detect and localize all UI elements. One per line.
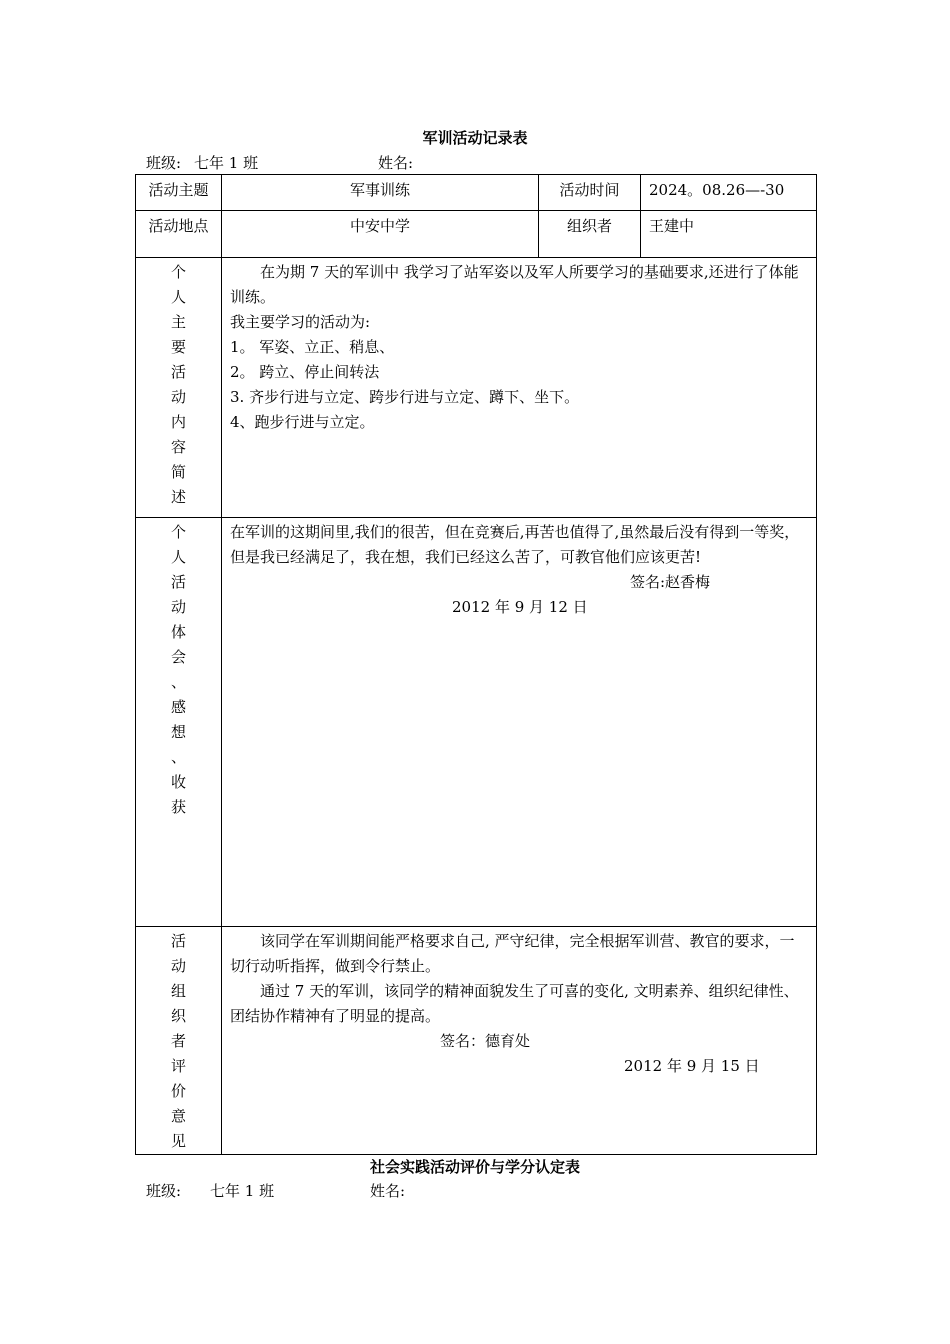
class-label-2: 班级:: [146, 1182, 182, 1200]
section3-paragraph: 通过 7 天的军训，该同学的精神面貌发生了可喜的变化, 文明素养、组织纪律性、团结协作精神有了明显的提高。: [230, 982, 799, 1025]
section3-date: 2012 年 9 月 15 日: [624, 1057, 760, 1075]
section3-paragraph: 该同学在军训期间能严格要求自己, 严守纪律，完全根据军训营、教官的要求，一切行动听指挥，做到令行禁止。: [230, 932, 795, 975]
document-title: 军训活动记录表: [422, 129, 528, 147]
name-label-2: 姓名:: [370, 1182, 406, 1200]
section1-label: 个 人 主 要 活 动 内 容 简 述: [136, 258, 222, 518]
theme-label: 活动主题: [136, 175, 222, 211]
section3-content: [222, 927, 817, 1155]
section2-text: 在军训的这期间里,我们的很苦，但在竞赛后,再苦也值得了,虽然最后没有得到一等奖，但是我已经满足了，我在想，我们已经这么苦了，可教官他们应该更苦!: [230, 523, 800, 566]
section1-line: 3. 齐步行进与立定、跨步行进与立定、蹲下、坐下。: [230, 388, 580, 406]
second-title: 社会实践活动评价与学分认定表: [369, 1158, 580, 1176]
class-label: 班级:: [146, 154, 182, 172]
section3-sign: 签名：德育处: [440, 1032, 531, 1050]
organizer-value: 王建中: [641, 211, 817, 258]
record-table: [135, 174, 817, 1155]
class-value: 七年 1 班: [194, 154, 259, 172]
section1-line: 4、跑步行进与立定。: [230, 413, 375, 431]
section2-sign: 签名:赵香梅: [630, 573, 711, 591]
section1-line: 我主要学习的活动为:: [230, 313, 371, 331]
section2-content: [222, 518, 817, 927]
theme-value: 军事训练: [222, 175, 539, 211]
organizer-label: 组织者: [539, 211, 641, 258]
place-value: 中安中学: [222, 211, 539, 258]
section1-content: [222, 258, 817, 518]
section2-label: 个 人 活 动 体 会 、 感 想 、 收 获: [136, 518, 222, 927]
section1-line: 1。 军姿、立正、稍息、: [230, 338, 395, 356]
section3-label: 活 动 组 织 者 评 价 意 见: [136, 927, 222, 1155]
place-label: 活动地点: [136, 211, 222, 258]
class-value-2: 七年 1 班: [210, 1182, 275, 1200]
time-label: 活动时间: [539, 175, 641, 211]
time-value: 2024。08.26—-30: [641, 175, 817, 211]
section1-line: 在为期 7 天的军训中 我学习了站军姿以及军人所要学习的基础要求,还进行了体能训练。: [230, 263, 799, 306]
name-label: 姓名:: [378, 154, 414, 172]
section2-date: 2012 年 9 月 12 日: [452, 598, 588, 616]
section1-line: 2。 跨立、停止间转法: [230, 363, 380, 381]
